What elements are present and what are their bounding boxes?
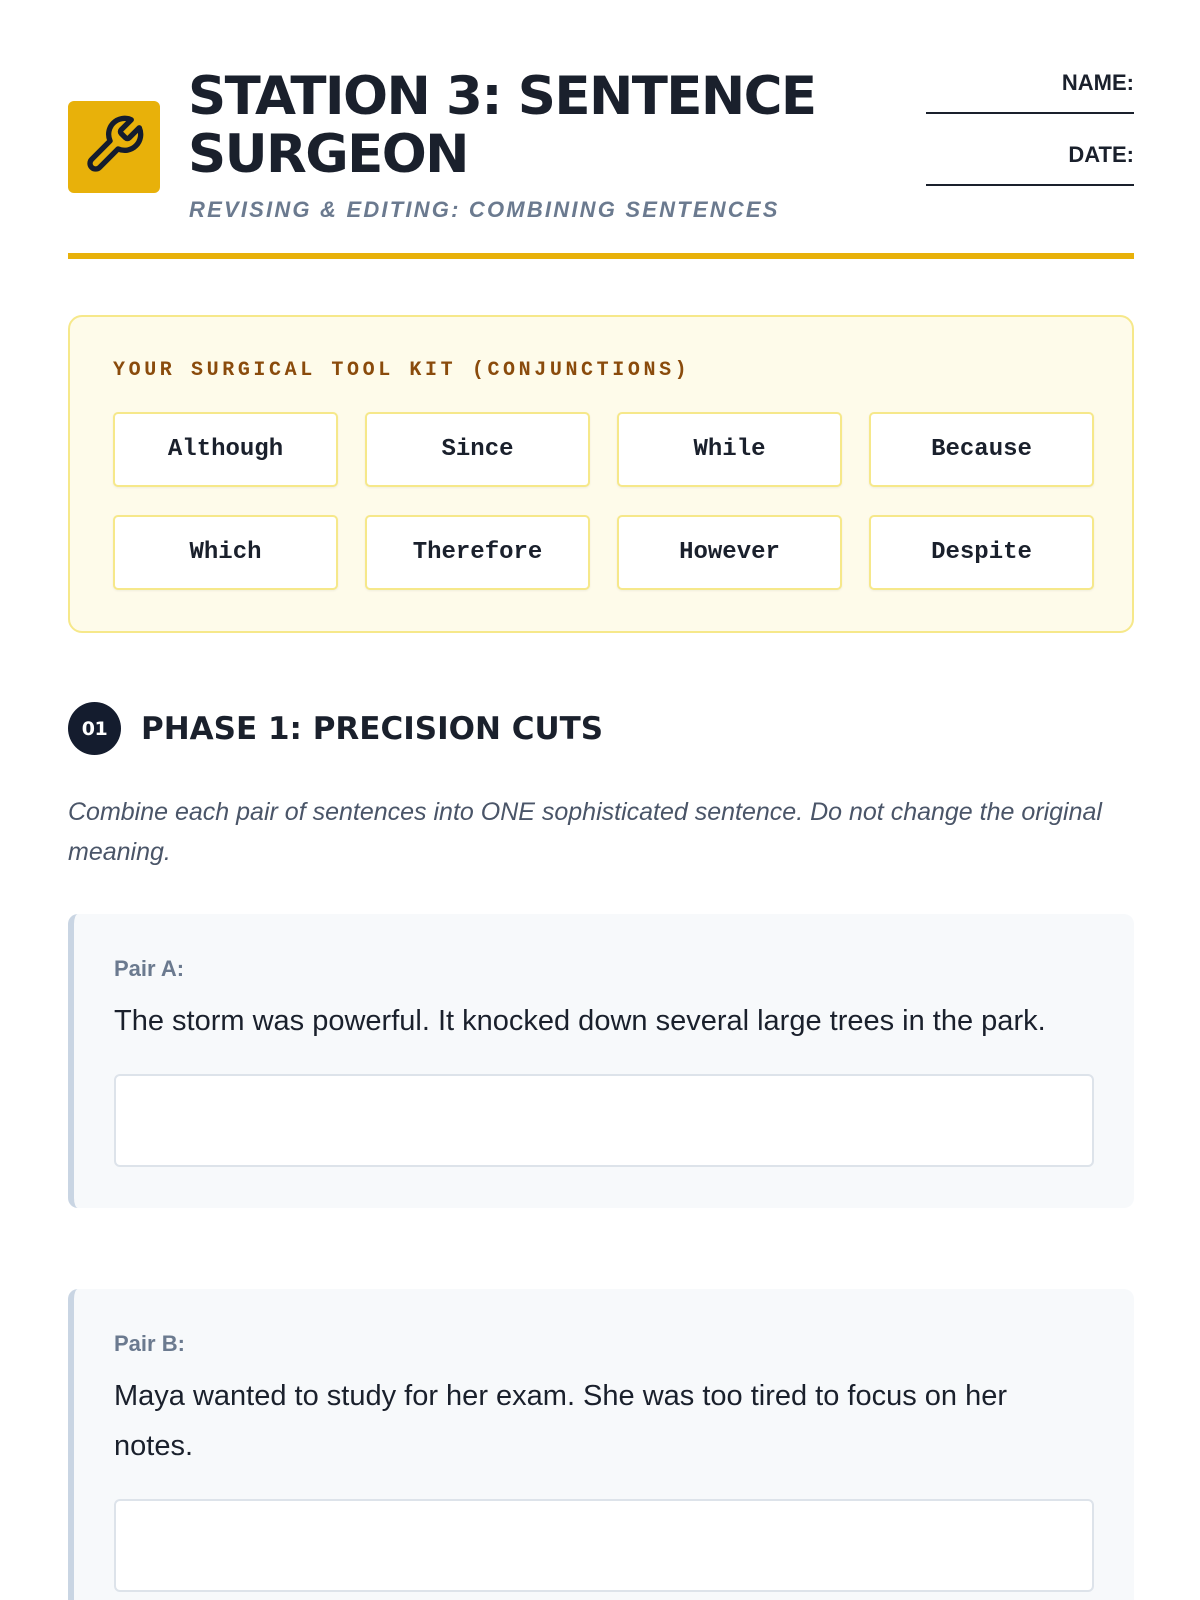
page-title: STATION 3: SENTENCE SURGEON xyxy=(188,66,816,185)
pair-b-answer-field[interactable] xyxy=(114,1499,1094,1592)
name-label: NAME: xyxy=(1061,70,1134,95)
pair-sentences: Maya wanted to study for her exam. She was too tired to focus on her notes. xyxy=(114,1380,1008,1462)
phase-number-badge: 01 xyxy=(68,702,121,755)
pair-label: Pair B: xyxy=(114,1331,185,1356)
date-line[interactable] xyxy=(926,184,1134,186)
tool-chip-which[interactable]: Which xyxy=(113,515,338,590)
pair-card-a xyxy=(68,914,1134,1208)
phase-title: PHASE 1: PRECISION CUTS xyxy=(141,711,604,747)
student-info xyxy=(926,70,1134,214)
pair-card-b xyxy=(68,1289,1134,1600)
tool-chip-because[interactable]: Because xyxy=(869,412,1094,487)
pair-a-answer-field[interactable] xyxy=(114,1074,1094,1167)
tool-chip-however[interactable]: However xyxy=(617,515,842,590)
tool-chip-since[interactable]: Since xyxy=(365,412,590,487)
page-subtitle: REVISING & EDITING: COMBINING SENTENCES xyxy=(189,197,780,222)
date-label: DATE: xyxy=(1068,142,1134,167)
toolkit-title: YOUR SURGICAL TOOL KIT (CONJUNCTIONS) xyxy=(113,359,691,382)
toolkit-panel xyxy=(68,315,1134,633)
wrench-icon xyxy=(82,113,146,182)
worksheet-header xyxy=(68,60,1134,260)
phase-instructions: Combine each pair of sentences into ONE sophisticated sentence. Do not change the original meaning. xyxy=(68,798,1102,866)
tool-chip-while[interactable]: While xyxy=(617,412,842,487)
station-logo xyxy=(68,101,160,193)
tool-chip-despite[interactable]: Despite xyxy=(869,515,1094,590)
pair-label: Pair A: xyxy=(114,956,185,981)
tool-chip-although[interactable]: Although xyxy=(113,412,338,487)
header-divider xyxy=(68,253,1134,259)
tool-chip-therefore[interactable]: Therefore xyxy=(365,515,590,590)
phase-heading xyxy=(68,702,1134,756)
name-line[interactable] xyxy=(926,112,1134,114)
toolkit-grid xyxy=(113,412,1093,590)
pair-sentences: The storm was powerful. It knocked down several large trees in the park. xyxy=(114,1005,1046,1037)
